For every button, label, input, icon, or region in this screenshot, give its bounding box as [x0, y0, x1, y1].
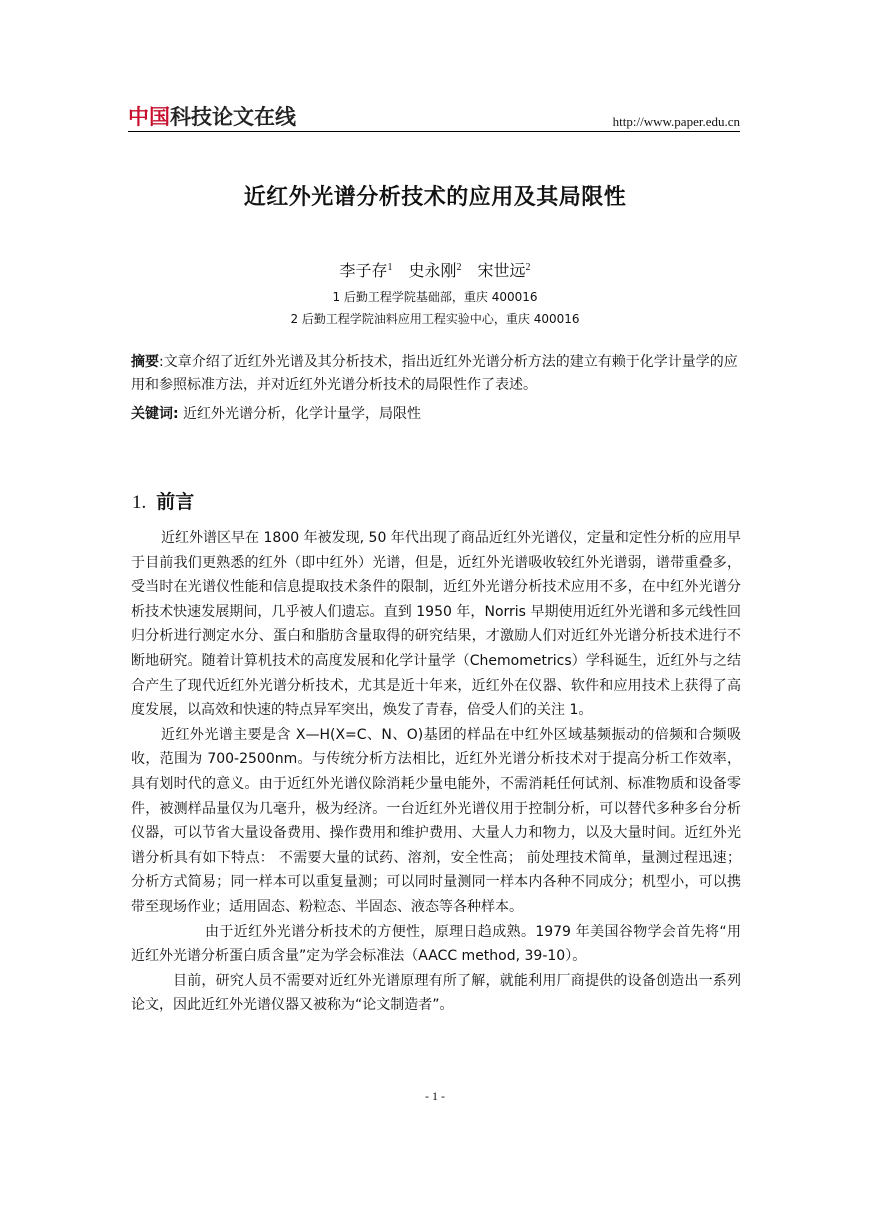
- logo-text-dark: 科技论文在线: [170, 105, 296, 129]
- section-title: 前言: [156, 491, 195, 513]
- keywords: [131, 403, 741, 426]
- paragraph: 近红外光谱主要是含 X—H(X=C、N、O)基团的样品在中红外区域基频振动的倍频和合频吸收，范围为 700-2500nm。与传统分析方法相比，近红外光谱分析技术对于提高分析工作效率，具有划时代的意义。由于近红外光谱仪除消耗少量电能外，不需消耗任何试剂、标准物质和设备零件，被测样品量仅为几毫升，极为经济。一台近红外光谱仪用于控制分析，可以替代多种多台分析仪器，可以节省大量设备费用、操作费用和维护费用、大量人力和物力，以及大量时间。近红外光谱分析具有如下特点： 不需要大量的试药、溶剂，安全性高； 前处理技术简单，量测过程迅速；分析方式简易；同一样本可以重复量测；可以同时量测同一样本内各种不同成分；机型小，可以携带至现场作业；适用固态、粉粒态、半固态、液态等各种样本。: [131, 726, 741, 915]
- author-name: 宋世远: [477, 261, 526, 280]
- author-affiliation-mark: 1: [387, 262, 393, 273]
- author-name: 李子存: [339, 261, 388, 280]
- page-number: - 1 -: [425, 1089, 445, 1103]
- affiliation-1: 1 后勤工程学院基础部，重庆 400016: [332, 290, 538, 304]
- paper-title: 近红外光谱分析技术的应用及其局限性: [243, 185, 627, 210]
- abstract-label: 摘要: [131, 354, 159, 370]
- paragraph: 由于近红外光谱分析技术的方便性，原理日趋成熟。1979 年美国谷物学会首先将“用近红外光谱分析蛋白质含量”定为学会标准法（AACC method, 39-10）。: [131, 923, 741, 965]
- logo-text-red: 中国: [128, 105, 170, 129]
- author-affiliation-mark: 2: [525, 262, 531, 273]
- author-list: [0, 258, 870, 281]
- section-heading: [132, 487, 194, 514]
- abstract: [131, 351, 741, 397]
- page-header: [128, 104, 740, 132]
- header-divider: [128, 131, 740, 132]
- keywords-label: 关键词:: [131, 406, 179, 422]
- header-url[interactable]: http://www.paper.edu.cn: [612, 114, 740, 129]
- journal-logo: [128, 104, 296, 130]
- section-number: 1.: [132, 492, 147, 513]
- abstract-text: :文章介绍了近红外光谱及其分析技术，指出近红外光谱分析方法的建立有赖于化学计量学的应用和参照标准方法，并对近红外光谱分析技术的局限性作了表述。: [131, 354, 738, 393]
- affiliation-2: 2 后勤工程学院油料应用工程实验中心，重庆 400016: [290, 312, 580, 326]
- keywords-text: 近红外光谱分析，化学计量学，局限性: [178, 406, 422, 422]
- paragraph: 近红外谱区早在 1800 年被发现, 50 年代出现了商品近红外光谱仪，定量和定性分析的应用早于目前我们更熟悉的红外（即中红外）光谱，但是，近红外光谱吸收较红外光谱弱，谱带重叠多，受当时在光谱仪性能和信息提取技术条件的限制，近红外光谱分析技术应用不多，在中红外光谱分析技术快速发展期间，几乎被人们遗忘。直到 1950 年，Norris 早期使用近红外光谱和多元线性回归分析进行测定水分、蛋白和脂肪含量取得的研究结果，才激励人们对近红外光谱分析技术进行不断地研究。随着计算机技术的高度发展和化学计量学（Chemometrics）学科诞生，近红外与之结合产生了现代近红外光谱分析技术，尤其是近十年来，近红外在仪器、软件和应用技术上获得了高度发展，以高效和快速的特点异军突出，焕发了青春，倍受人们的关注 1。: [131, 530, 741, 719]
- paragraph: 目前，研究人员不需要对近红外光谱原理有所了解，就能利用厂商提供的设备创造出一系列论文，因此近红外光谱仪器又被称为“论文制造者”。: [131, 972, 741, 1014]
- section-body: [131, 526, 741, 1018]
- author-name: 史永刚: [408, 261, 457, 280]
- author-affiliation-mark: 2: [456, 262, 462, 273]
